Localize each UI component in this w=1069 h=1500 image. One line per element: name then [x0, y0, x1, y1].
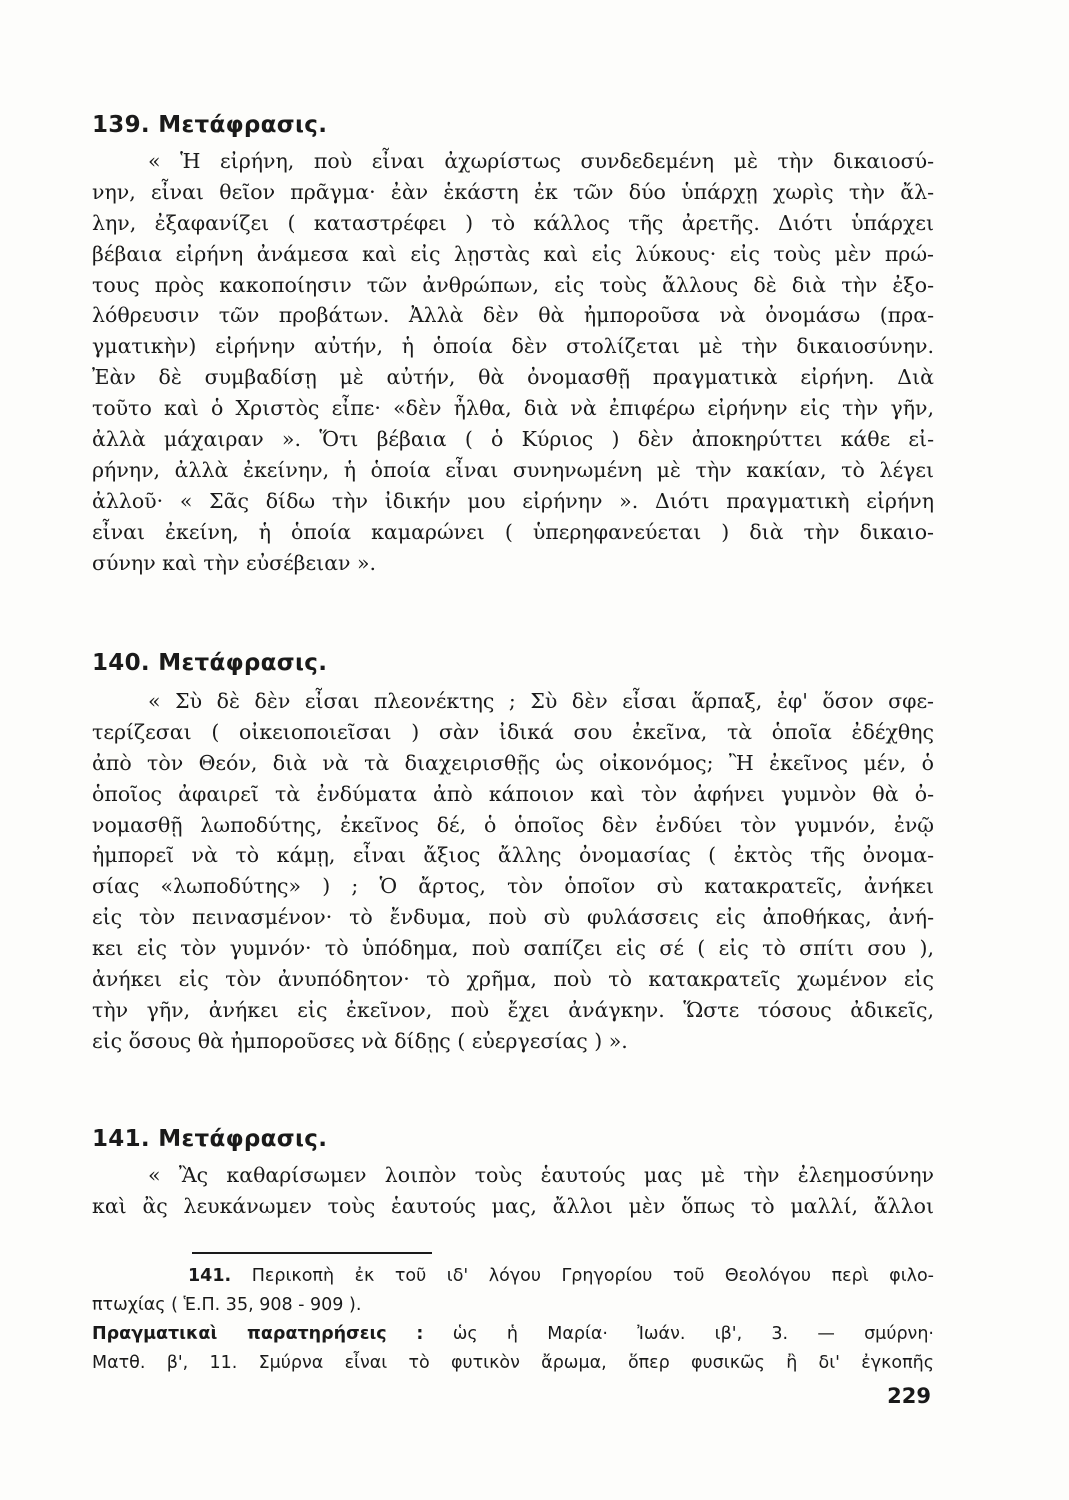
text-line: καὶ ἂς λευκάνωμεν τοὺς ἑαυτούς μας, ἄλλοι μὲν ὅπως τὸ μαλλί, ἄλλοι — [92, 1193, 934, 1218]
text-line: ρήνην, ἀλλὰ ἐκείνην, ἡ ὁποία εἶναι συνηνωμένη μὲ τὴν κακίαν, τὸ λέγει — [92, 457, 934, 482]
text-line: « Σὺ δὲ δὲν εἶσαι πλεονέκτης ; Σὺ δὲν εἶσαι ἅρπαξ, ἐφ' ὅσον σφε- — [148, 689, 934, 713]
text-line: εἶναι ἐκείνη, ἡ ὁποία καμαρώνει ( ὑπερηφανεύεται ) διὰ τὴν δικαιο- — [92, 519, 934, 544]
text-line: τους πρὸς κακοποίησιν τῶν ἀνθρώπων, εἰς τοὺς ἄλλους δὲ διὰ τὴν ἐξο- — [92, 272, 934, 297]
text-line: τοῦτο καὶ ὁ Χριστὸς εἶπε· «δὲν ἦλθα, διὰ νὰ ἐπιφέρω εἰρήνην εἰς τὴν γῆν, — [92, 396, 934, 421]
text-line: εἰς τὸν πεινασμένον· τὸ ἔνδυμα, ποὺ σὺ φυλάσσεις εἰς ἀποθήκας, ἀνή- — [92, 905, 934, 930]
text-line: ἠμπορεῖ νὰ τὸ κάμῃ, εἶναι ἄξιος ἄλλης ὀνομασίας ( ἐκτὸς τῆς ὀνομα- — [92, 843, 934, 868]
text-line: « Ἡ εἰρήνη, ποὺ εἶναι ἀχωρίστως συνδεδεμένη μὲ τὴν δικαιοσύ- — [148, 149, 934, 173]
footnotes — [92, 1252, 934, 1378]
text-line: ἀνήκει εἰς τὸν ἀνυπόδητον· τὸ χρῆμα, ποὺ τὸ κατακρατεῖς χωμένον εἰς — [92, 967, 934, 992]
footnote-divider — [192, 1252, 432, 1254]
text-line: τερίζεσαι ( οἰκειοποιεῖσαι ) σὰν ἰδικά σου ἐκεῖνα, τὰ ὁποῖα ἐδέχθης — [92, 719, 934, 744]
page-number: 229 — [887, 1384, 931, 1408]
text-line: ἀλλὰ μάχαιραν ». Ὅτι βέβαια ( ὁ Κύριος ) δὲν ἀποκηρύττει κάθε εἰ- — [92, 427, 934, 452]
text-line: εἰς ὅσους θὰ ἠμποροῦσες νὰ δίδῃς ( εὐεργεσίας ) ». — [92, 1028, 628, 1053]
section-heading: 140. Μετάφρασις. — [92, 650, 328, 676]
section-139 — [92, 108, 934, 578]
footnote-text: πτωχίας ( Ἑ.Π. 35, 908 - 909 ). — [92, 1295, 362, 1315]
text-line: νην, εἶναι θεῖον πρᾶγμα· ἐὰν ἑκάστη ἐκ τῶν δύο ὑπάρχῃ χωρὶς τὴν ἄλ- — [92, 179, 934, 204]
footnote-number: 141. — [188, 1266, 232, 1286]
text-line: κει εἰς τὸν γυμνόν· τὸ ὑπόδημα, ποὺ σαπίζει εἰς σέ ( εἰς τὸ σπίτι σου ), — [92, 936, 934, 961]
text-line: γματικὴν) εἰρήνην αὐτήν, ἡ ὁποία δὲν στολίζεται μὲ τὴν δικαιοσύνην. — [92, 334, 934, 359]
text-line: βέβαια εἰρήνη ἀνάμεσα καὶ εἰς λῃστὰς καὶ εἰς λύκους· εἰς τοὺς μὲν πρώ- — [92, 241, 934, 266]
section-140 — [92, 646, 934, 1057]
text-line: ἀπὸ τὸν Θεόν, διὰ νὰ τὰ διαχειρισθῇς ὡς οἰκονόμος; Ἢ ἐκεῖνος μέν, ὁ — [92, 750, 934, 775]
text-line: λην, ἐξαφανίζει ( καταστρέφει ) τὸ κάλλος τῆς ἀρετῆς. Διότι ὑπάρχει — [92, 210, 934, 235]
footnote-141 — [92, 1262, 934, 1291]
text-line: Ἐὰν δὲ συμβαδίσῃ μὲ αὐτήν, θὰ ὀνομασθῇ πραγματικὰ εἰρήνη. Διὰ — [92, 365, 934, 390]
text-line: « Ἂς καθαρίσωμεν λοιπὸν τοὺς ἑαυτούς μας μὲ τὴν ἐλεημοσύνην — [148, 1163, 934, 1187]
remarks-label: Πραγματικαὶ παρατηρήσεις : — [92, 1324, 424, 1344]
text-line: σίας «λωποδύτης» ) ; Ὁ ἄρτος, τὸν ὁποῖον σὺ κατακρατεῖς, ἀνήκει — [92, 874, 934, 899]
footnote-text: Περικοπὴ ἐκ τοῦ ιδ' λόγου Γρηγορίου τοῦ Θεολόγου περὶ φιλο- — [251, 1266, 934, 1286]
text-line: λόθρευσιν τῶν προβάτων. Ἀλλὰ δὲν θὰ ἠμποροῦσα νὰ ὀνομάσω (πρα- — [92, 303, 934, 328]
section-141 — [92, 1122, 934, 1222]
remarks-text: ὡς ἡ Μαρία· Ἰωάν. ιβ', 3. — σμύρνη· — [452, 1324, 934, 1344]
section-heading: 141. Μετάφρασις. — [92, 1126, 328, 1152]
text-line: σύνην καὶ τὴν εὐσέβειαν ». — [92, 550, 377, 575]
text-line: νομασθῇ λωποδύτης, ἐκεῖνος δέ, ὁ ὁποῖος δὲν ἐνδύει τὸν γυμνόν, ἐνῷ — [92, 812, 934, 837]
footnote-text: Ματθ. β', 11. Σμύρνα εἶναι τὸ φυτικὸν ἄρωμα, ὅπερ φυσικῶς ἢ δι' ἐγκοπῆς — [92, 1353, 934, 1373]
section-heading: 139. Μετάφρασις. — [92, 112, 328, 138]
text-line: ὁποῖος ἀφαιρεῖ τὰ ἐνδύματα ἀπὸ κάποιον καὶ τὸν ἀφήνει γυμνὸν θὰ ὀ- — [92, 781, 934, 806]
text-line: ἀλλοῦ· « Σᾶς δίδω τὴν ἰδικήν μου εἰρήνην ». Διότι πραγματικὴ εἰρήνη — [92, 488, 934, 513]
footnote-remarks — [92, 1320, 934, 1349]
text-line: τὴν γῆν, ἀνήκει εἰς ἐκεῖνον, ποὺ ἔχει ἀνάγκην. Ὥστε τόσους ἀδικεῖς, — [92, 997, 934, 1022]
